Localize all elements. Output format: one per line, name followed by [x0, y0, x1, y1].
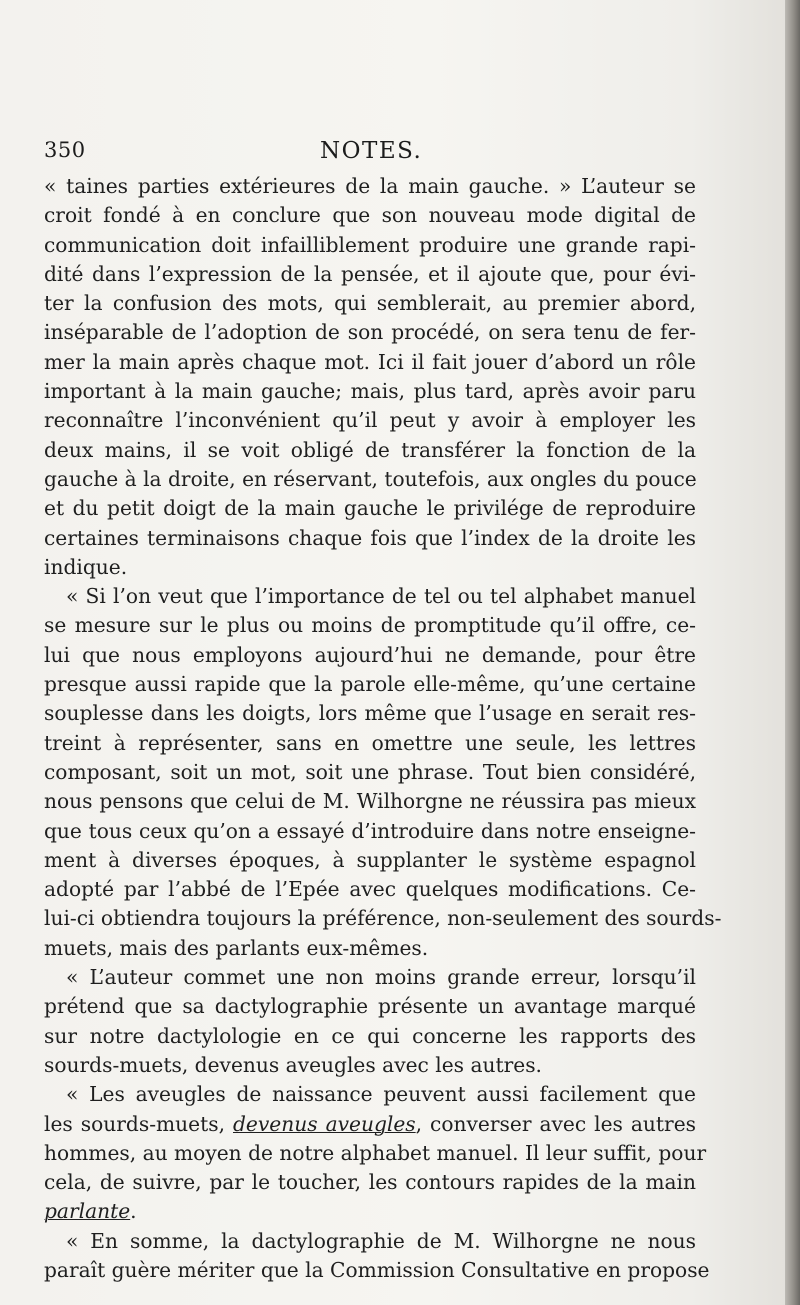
text-line [44, 1080, 696, 1109]
text-line [44, 260, 696, 289]
text-segment: croit fondé à en conclure que son nouveau mode digital de [44, 203, 696, 228]
text-line [44, 699, 696, 728]
text-segment: lui-ci obtiendra toujours la préférence, non-seulement des sourds- [44, 906, 722, 931]
text-segment: souplesse dans les doigts, lors même que l’usage en serait res- [44, 701, 696, 726]
text-line [44, 641, 696, 670]
text-segment: « Les aveugles de naissance peuvent aussi facilement que [66, 1082, 696, 1107]
text-line [44, 875, 696, 904]
text-line [44, 377, 696, 406]
text-line [44, 289, 696, 318]
text-segment: inséparable de l’adoption de son procédé, on sera tenu de fer- [44, 320, 696, 345]
text-line [44, 348, 696, 377]
text-segment: « L’auteur commet une non moins grande erreur, lorsqu’il [66, 965, 696, 990]
text-segment: nous pensons que celui de M. Wilhorgne ne réussira pas mieux [44, 789, 696, 814]
text-segment: que tous ceux qu’on a essayé d’introduire dans notre enseigne- [44, 818, 696, 843]
text-segment: important à la main gauche; mais, plus tard, après avoir paru [44, 379, 696, 404]
text-segment: se mesure sur le plus ou moins de promptitude qu’il offre, ce- [44, 613, 696, 638]
text-segment: reconnaître l’inconvénient qu’il peut y avoir à employer les [44, 408, 696, 433]
text-line [44, 992, 696, 1021]
text-line [44, 582, 696, 611]
text-segment: muets, mais des parlants eux-mêmes. [44, 935, 429, 960]
text-segment: « taines parties extérieures de la main gauche. » L’auteur se [44, 174, 696, 198]
text-segment: gauche à la droite, en réservant, toutefois, aux ongles du pouce [44, 466, 697, 491]
text-segment: indique. [44, 554, 128, 579]
text-line [44, 494, 696, 523]
text-segment: ter la confusion des mots, qui semblerait, au premier abord, [44, 291, 696, 316]
text-segment: cela, de suivre, par le toucher, les contours rapides de la main [44, 1170, 696, 1195]
text-segment: ment à diverses époques, à supplanter le système espagnol [44, 847, 696, 872]
text-segment: adopté par l’abbé de l’Epée avec quelques modifications. Ce- [44, 877, 696, 902]
emphasized-text: devenus aveugles [233, 1111, 416, 1136]
text-segment: les sourds-muets, [44, 1111, 233, 1136]
text-segment: et du petit doigt de la main gauche le privilége de reproduire [44, 496, 696, 521]
text-line [44, 904, 722, 933]
text-line [44, 1110, 696, 1139]
emphasized-text: parlante [44, 1199, 131, 1224]
text-line [44, 318, 696, 347]
text-segment: mer la main après chaque mot. Ici il fait jouer d’abord un rôle [44, 349, 696, 374]
text-line [44, 1051, 696, 1080]
page-number: 350 [44, 138, 86, 162]
text-segment: « Si l’on veut que l’importance de tel ou tel alphabet manuel [66, 584, 696, 609]
text-segment: communication doit infailliblement produire une grande rapi- [44, 232, 696, 257]
text-segment: certaines terminaisons chaque fois que l’index de la droite les [44, 525, 696, 550]
text-line [44, 1168, 696, 1197]
page-edge-shadow [785, 0, 800, 1305]
text-line [44, 406, 696, 435]
text-segment: sourds-muets, devenus aveugles avec les autres. [44, 1052, 542, 1077]
text-line [44, 611, 696, 640]
text-segment: hommes, au moyen de notre alphabet manuel. Il leur suffit, pour [44, 1140, 707, 1165]
text-segment: deux mains, il se voit obligé de transférer la fonction de la [44, 437, 696, 462]
text-segment: treint à représenter, sans en omettre une seule, les lettres [44, 730, 696, 755]
text-line [44, 465, 696, 494]
text-line [44, 1022, 696, 1051]
text-line [44, 729, 696, 758]
text-segment: « En somme, la dactylographie de M. Wilhorgne ne nous [66, 1228, 696, 1253]
text-line [44, 963, 696, 992]
text-line [44, 787, 696, 816]
text-line [44, 934, 696, 963]
text-segment: composant, soit un mot, soit une phrase. Tout bien considéré, [44, 759, 696, 784]
text-line [44, 1197, 696, 1226]
text-line [44, 172, 696, 201]
text-segment: prétend que sa dactylographie présente un avantage marqué [44, 994, 696, 1019]
text-line [44, 817, 696, 846]
text-segment: paraît guère mériter que la Commission Consultative en propose [44, 1257, 710, 1282]
text-line [44, 670, 696, 699]
text-line [44, 846, 696, 875]
text-segment: presque aussi rapide que la parole elle-même, qu’une certaine [44, 672, 696, 697]
text-line [44, 1139, 707, 1168]
text-line [44, 1256, 710, 1285]
text-segment: sur notre dactylologie en ce qui concerne les rapports des [44, 1023, 696, 1048]
body-text [44, 172, 722, 1285]
text-segment: , converser avec les autres [415, 1111, 697, 1136]
text-segment: lui que nous employons aujourd’hui ne demande, pour être [44, 642, 696, 667]
text-line [44, 201, 696, 230]
text-line [44, 1227, 696, 1256]
running-head: NOTES. [320, 138, 423, 164]
text-line [44, 758, 696, 787]
text-segment: dité dans l’expression de la pensée, et il ajoute que, pour évi- [44, 261, 696, 286]
text-line [44, 524, 696, 553]
text-line [44, 436, 696, 465]
text-line [44, 553, 696, 582]
text-line [44, 231, 696, 260]
text-segment: . [130, 1199, 137, 1224]
page-header [44, 138, 696, 172]
